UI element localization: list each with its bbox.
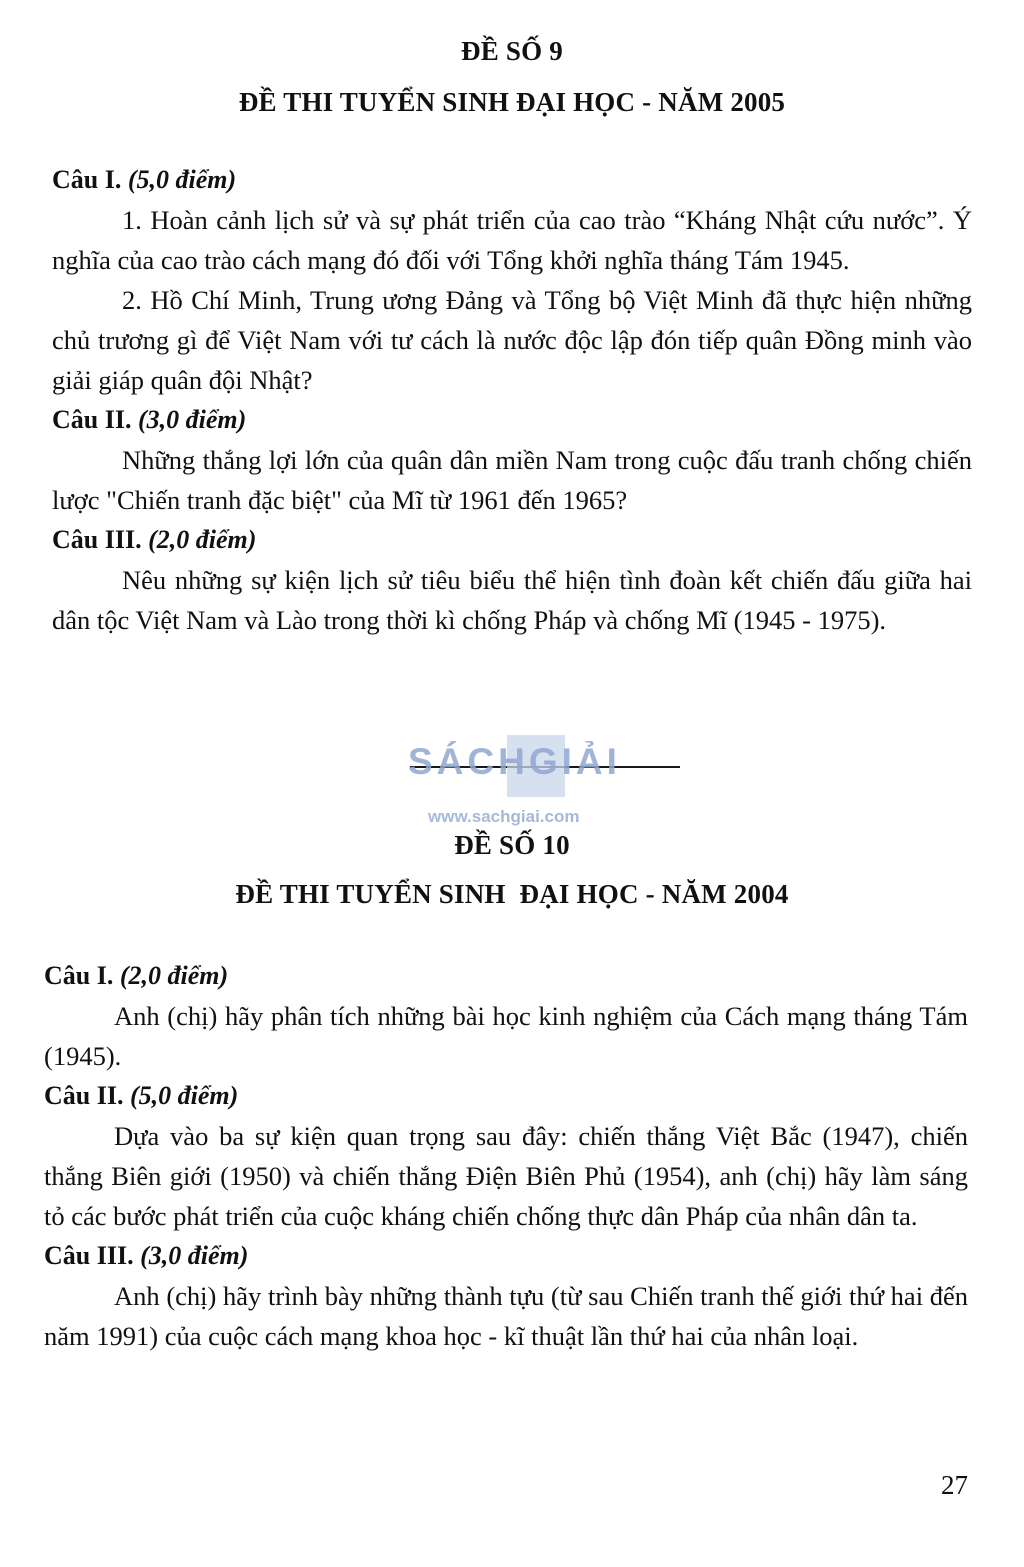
question-points: (2,0 điểm) xyxy=(148,525,257,554)
question-label: Câu II. xyxy=(44,1081,124,1110)
exam-9-number-title: ĐỀ SỐ 9 xyxy=(461,36,563,66)
watermark-url: www.sachgiai.com xyxy=(428,807,580,826)
question-paragraph: Dựa vào ba sự kiện quan trọng sau đây: chiến thắng Việt Bắc (1947), chiến thắng Biên giới (1950) và chiến thắng Điện Biên Phủ (1954), anh (chị) hãy làm sáng tỏ các bước phát triển của cuộc kháng chiến chống thực dân Pháp của nhân dân ta. xyxy=(44,1121,968,1231)
question-paragraph: Anh (chị) hãy trình bày những thành tựu (từ sau Chiến tranh thế giới thứ hai đến năm 1991) của cuộc cách mạng khoa học - kĩ thuật lần thứ hai của nhân loại. xyxy=(44,1281,968,1351)
question-label: Câu III. xyxy=(52,525,142,554)
question-heading xyxy=(52,160,972,200)
question-paragraph: Nêu những sự kiện lịch sử tiêu biểu thể hiện tình đoàn kết chiến đấu giữa hai dân tộc Việt Nam và Lào trong thời kì chống Pháp và chống Mĩ (1945 - 1975). xyxy=(52,565,972,635)
question-heading xyxy=(44,956,968,996)
exam-9-question-3 xyxy=(52,520,972,640)
question-points: (2,0 điểm) xyxy=(119,961,229,990)
watermark-brand: SÁCHGIẢI xyxy=(408,741,621,782)
exam-10-question-1 xyxy=(44,956,968,1076)
question-label: Câu II. xyxy=(52,405,132,434)
exam-9-questions xyxy=(52,160,972,640)
exam-10-number-title: ĐỀ SỐ 10 xyxy=(454,830,570,860)
exam-9-question-2 xyxy=(52,400,972,520)
sachgiai-watermark xyxy=(380,735,680,845)
question-label: Câu I. xyxy=(44,961,114,990)
question-label: Câu I. xyxy=(52,165,122,194)
question-paragraph: 2. Hồ Chí Minh, Trung ương Đảng và Tổng bộ Việt Minh đã thực hiện những chủ trương gì để Việt Nam với tư cách là nước độc lập đón tiếp quân Đồng minh vào giải giáp quân đội Nhật? xyxy=(52,285,972,395)
question-paragraph: Anh (chị) hãy phân tích những bài học kinh nghiệm của Cách mạng tháng Tám (1945). xyxy=(44,1001,968,1071)
question-heading xyxy=(52,400,972,440)
exam-9-question-1 xyxy=(52,160,972,400)
exam-10-questions xyxy=(44,956,968,1356)
question-points: (5,0 điểm) xyxy=(127,165,237,194)
exam-9-title: ĐỀ THI TUYỂN SINH ĐẠI HỌC - NĂM 2005 xyxy=(238,87,786,117)
question-heading xyxy=(44,1076,968,1116)
exam-10-question-3 xyxy=(44,1236,968,1356)
question-points: (3,0 điểm) xyxy=(140,1241,249,1270)
question-heading xyxy=(52,520,972,560)
question-points: (3,0 điểm) xyxy=(137,405,247,434)
question-heading xyxy=(44,1236,968,1276)
exam-10-title: ĐỀ THI TUYỂN SINH ĐẠI HỌC - NĂM 2004 xyxy=(235,879,789,909)
question-label: Câu III. xyxy=(44,1241,134,1270)
question-points: (5,0 điểm) xyxy=(129,1081,239,1110)
exam-10-question-2 xyxy=(44,1076,968,1236)
question-paragraph: Những thắng lợi lớn của quân dân miền Nam trong cuộc đấu tranh chống chiến lược "Chiến tranh đặc biệt" của Mĩ từ 1961 đến 1965? xyxy=(52,445,972,515)
question-paragraph: 1. Hoàn cảnh lịch sử và sự phát triển của cao trào “Kháng Nhật cứu nước”. Ý nghĩa của cao trào cách mạng đó đối với Tổng khởi nghĩa tháng Tám 1945. xyxy=(52,205,972,275)
page-number: 27 xyxy=(941,1470,968,1500)
